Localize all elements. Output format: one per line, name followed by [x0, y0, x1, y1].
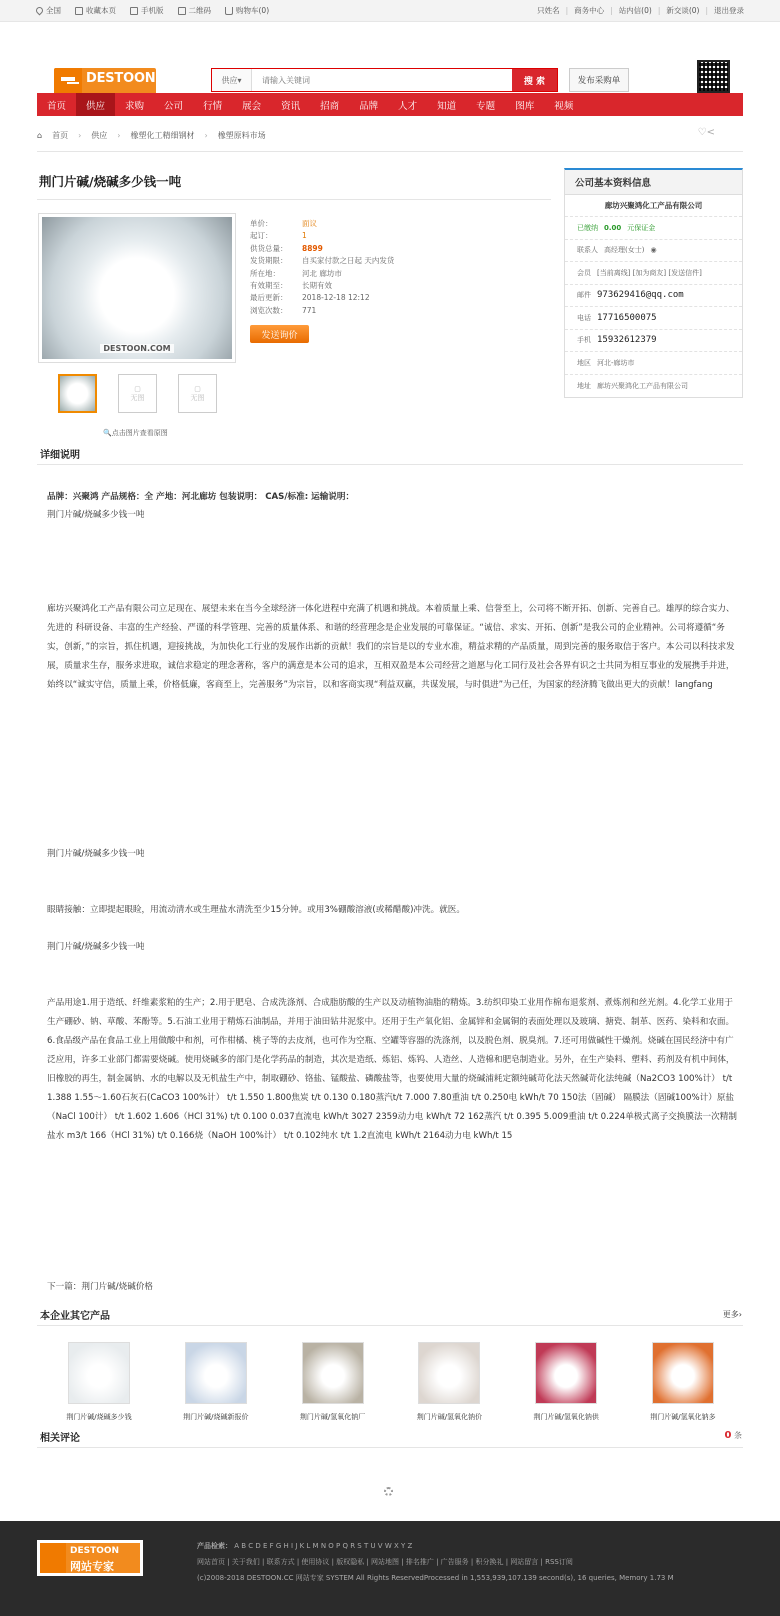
cart-icon: [225, 7, 233, 15]
no-image-icon: ▢: [194, 384, 201, 393]
spec-label: 发货期限：: [250, 256, 288, 266]
nav-item[interactable]: 图库: [515, 100, 535, 112]
header: [0, 22, 780, 94]
spec-value: 河北 廊坊市: [302, 268, 342, 278]
product-name[interactable]: 荆门片碱/氢氧化钠供: [533, 1413, 599, 1421]
member-row: 会员 [当前离线] [加为商友] [发送信件]: [565, 262, 742, 285]
separator: |: [565, 6, 569, 15]
product-name[interactable]: 荆门片碱/氢氧化钠厂: [299, 1413, 366, 1421]
divider: [37, 464, 743, 465]
breadcrumb-item[interactable]: 橡塑化工精细钢材: [130, 130, 195, 140]
phone-value: 17716500075: [597, 312, 657, 323]
search-button[interactable]: 搜 索: [512, 69, 557, 91]
company-name[interactable]: 廊坊兴聚鸿化工产品有限公司: [565, 195, 742, 217]
top-bar-right: [537, 5, 744, 16]
comment-count: 0 条: [724, 1430, 742, 1441]
breadcrumb-item[interactable]: 首页: [52, 130, 69, 140]
zoom-tip[interactable]: 🔍点击图片查看原图: [103, 429, 168, 437]
topbar-link[interactable]: 全国: [36, 5, 61, 16]
topbar-user-link[interactable]: 退出登录: [714, 6, 744, 15]
product-thumbnail[interactable]: [68, 1342, 130, 1404]
spec-value: 长期有效: [302, 281, 332, 291]
image-watermark: DESTOON.COM: [100, 344, 173, 353]
detail-paragraph: 荆门片碱/烧碱多少钱一吨: [47, 849, 145, 859]
chevron-right-icon: ›: [117, 130, 121, 140]
spec-row: [250, 218, 394, 230]
logo-icon: [40, 1543, 66, 1573]
spec-label: 供货总量：: [250, 243, 288, 253]
product-main-image[interactable]: [38, 213, 236, 363]
search-category-select[interactable]: 供应 ▾: [212, 69, 252, 91]
email-value[interactable]: 973629416@qq.com: [597, 290, 684, 301]
thumbnail-2[interactable]: ▢ 无图: [118, 374, 157, 413]
divider: [37, 1325, 743, 1326]
spec-label: 最后更新：: [250, 293, 288, 303]
contact-row: 联系人 高经理(女士) ◉: [565, 240, 742, 263]
separator: |: [657, 6, 661, 15]
nav-item[interactable]: 行情: [203, 100, 223, 112]
detail-paragraph: 荆门片碱/烧碱多少钱一吨: [47, 942, 145, 952]
main-nav: [37, 93, 743, 116]
logo-text: DESTOON: [86, 71, 156, 86]
nav-item[interactable]: 首页: [47, 100, 67, 112]
company-info-heading: 公司基本资料信息: [565, 170, 742, 195]
product-thumbnail[interactable]: [418, 1342, 480, 1404]
detail-paragraph: 产品用途1.用于造纸、纤维素浆粕的生产；2.用于肥皂、合成洗涤剂、合成脂肪酸的生产以及动植物油脂的精炼。3.纺织印染工业用作棉布退浆剂、煮炼剂和丝光剂。4.化学工业用于生产硼砂、钠、草酸、苯酚等。5.石油工业用于精炼石油制品，并用于油田钻井泥浆中。还用于生产氧化铝、金属锌和金属铜的表面处理以及玻璃、搪瓷、制革、医药、染料和农面。6.食品级产品在食品工业上用做酸中和剂，可作柑橘、桃子等的去皮剂，也可作为空瓶、空罐等容器的洗涤剂，以及脱色剂、脱臭剂。7.还可用做碱性干燥剂。烧碱在国民经济中有广泛应用，许多工业部门都需要烧碱。使用烧碱多的部门是化学药品的制造，其次是造纸、炼铝、炼钨、人造丝、人造棉和肥皂制造业。另外，在生产染料、塑料、药剂及有机中间体，旧橡胶的再生，制金属钠、水的电解以及无机盐生产中，制取硼砂、铬盐、锰酸盐、磷酸盐等，也要使用大量的烧碱浦耗定额纯碱苛化法天然碱苛化法纯碱（Na2CO3 100%计） t/t 1.388 1.55～1.60石灰石(CaCO3 100%计） t/t 1.550 1.800焦炭 t/t 0.130 0.180蒸汽t/t 7.000 7.80重油 t/t 0.250电 kWh/t 70 150法（固碱） 隔膜法（固碱100%计）原盐（NaCl 100计） t/t 1.602 1.606（HCl 31%) t/t 0.100 0.037直流电 kWh/t 3027 2359动力电 kWh/t 72 162蒸汽 t/t 0.395 5.009重油 t/t 0.224单极式离子交换膜法一次精制盐水 m3/t 166（HCl 31%) t/t 0.166烧（NaOH 100%计） t/t 0.102纯水 t/t 1.2直流电 kWh/t 2164动力电 kWh/t 15: [47, 998, 737, 1141]
product-card[interactable]: [52, 1342, 146, 1422]
site-logo[interactable]: [54, 68, 156, 96]
deposit-row: 已缴纳 0.00 元保证金: [565, 217, 742, 240]
nav-item[interactable]: 公司: [164, 100, 184, 112]
product-name[interactable]: 荆门片碱/氢氧化钠价: [416, 1413, 483, 1421]
product-card[interactable]: [402, 1342, 496, 1422]
product-name[interactable]: 荆门片碱/烧碱多少钱: [66, 1413, 132, 1421]
logo-icon: [54, 68, 82, 96]
spec-label: 所在地：: [250, 268, 280, 278]
no-image-icon: ▢: [134, 384, 141, 393]
footer-logo[interactable]: DESTOON 网站专家: [37, 1540, 143, 1576]
company-info-box: [564, 168, 743, 398]
product-thumbnail[interactable]: [652, 1342, 714, 1404]
spec-row: [250, 255, 394, 267]
spec-row: [250, 305, 394, 317]
detail-paragraph: 廊坊兴聚鸿化工产品有限公司立足现在、展望未来在当今全球经济一体化进程中充满了机遇和挑战。本着质量上乘、信誉至上，公司将不断开拓、创新、完善自己。雄厚的综合实力、先进的 科研设备、丰富的生产经验、严谨的科学管理、完善的质量体系、和谐的经营理念是企业发展的可靠保证。“诚信、求实、开拓、创新”是我公司的企业精神。公司将遵循“务实，创新，”的宗旨，抓住机遇，迎接挑战，为加快化工行业的发展作出新的贡献！我们的宗旨是以的专业水准，精益求精的产品质量，周到完善的服务取信于客户。本公司以科技求发展，质量求生存，服务求进取，诚信求稳定的理念著称，客户的满意是本公司的追求，互相双盈是本公司经营之道愿与化工同行及社会各界有识之士共同为相互事业的发展携手并进，始终以“诚实守信，质量上乘，价格低廉，客商至上，完善服务”为宗旨，以和客商实现“利益双赢，共谋发展，与时俱进”为己任，为国家的经济腾飞做出更大的贡献！langfang: [47, 604, 735, 690]
title-divider: [37, 199, 551, 200]
more-link[interactable]: 更多›: [722, 1310, 742, 1319]
footer-links[interactable]: 网站首页 | 关于我们 | 联系方式 | 使用协议 | 版权隐私 | 网站地图 | 排名推广 | 广告服务 | 积分换礼 | 网站留言 | RSS订阅: [197, 1558, 573, 1566]
divider: [37, 1447, 743, 1448]
topbar-link[interactable]: 购物车(0): [225, 5, 269, 16]
divider: [37, 151, 743, 152]
breadcrumb: [37, 127, 743, 143]
nav-item[interactable]: 求购: [125, 100, 145, 112]
home-icon: ⌂: [37, 130, 43, 140]
member-actions[interactable]: [当前离线] [加为商友] [发送信件]: [597, 268, 702, 277]
post-purchase-button[interactable]: 发布采购单: [569, 68, 629, 92]
detail-attributes: 品牌：兴聚鸿 产品规格：全 产地：河北廊坊 包装说明： CAS/标准: 运输说明：: [47, 492, 355, 502]
product-thumbnail[interactable]: [535, 1342, 597, 1404]
topbar-user-link[interactable]: 新交谈(0): [666, 6, 700, 15]
nav-item[interactable]: 展会: [242, 100, 262, 112]
spec-row: [250, 280, 394, 292]
phone-row: 电话 17716500075: [565, 307, 742, 330]
spec-value: 1: [302, 231, 307, 241]
top-bar-left: [36, 5, 269, 16]
spec-value: 自买家付款之日起 天内发货: [302, 256, 395, 266]
copyright: (c)2008-2018 DESTOON.CC 网站专家 SYSTEM All Rights ReservedProcessed in 1,553,939,107.139 second(s), 16 queries, Memory 1.73 M: [197, 1574, 674, 1582]
region-row: 地区 河北-廊坊市: [565, 352, 742, 375]
spec-value: 2018-12-18 12:12: [302, 293, 370, 303]
mobile-value: 15932612379: [597, 335, 657, 346]
qr-icon: [178, 7, 186, 15]
nav-item[interactable]: 知道: [437, 100, 457, 112]
product-card[interactable]: [169, 1342, 263, 1422]
footer: [0, 1521, 780, 1616]
other-products-heading: 本企业其它产品: [40, 1311, 110, 1322]
topbar-user-link[interactable]: 商务中心: [574, 6, 605, 15]
loading-spinner-icon: [384, 1487, 393, 1496]
separator: |: [705, 6, 708, 15]
spec-label: 有效期至：: [250, 281, 288, 291]
nav-item[interactable]: 人才: [398, 100, 418, 112]
spec-row: [250, 268, 394, 280]
breadcrumb-item[interactable]: 供应: [91, 130, 108, 140]
chat-icon[interactable]: ◉: [650, 246, 657, 255]
phone-icon: [130, 7, 138, 15]
detail-paragraph: 眼睛接触：立即提起眼睑，用流动清水或生理盐水清洗至少15分钟。或用3%硼酸溶液(或稀醋酸)冲洗。就医。: [47, 905, 465, 915]
thumbnail-list: [58, 374, 217, 413]
spec-label: 单价：: [250, 219, 273, 228]
topbar-link[interactable]: 收藏本页: [75, 5, 116, 16]
search-bar: [211, 68, 558, 92]
page-title: 荆门片碱/烧碱多少钱一吨: [39, 174, 182, 189]
magnifier-icon: 🔍: [103, 429, 112, 437]
chevron-right-icon: ›: [204, 130, 208, 140]
product-card[interactable]: [636, 1342, 730, 1422]
spec-row: [250, 230, 394, 242]
thumbnail-3[interactable]: ▢ 无图: [178, 374, 217, 413]
qr-code-image: [697, 60, 730, 93]
spec-value: 771: [302, 305, 317, 315]
nav-item[interactable]: 招商: [320, 100, 340, 112]
nav-item[interactable]: 品牌: [359, 100, 379, 112]
spec-value: 8899: [302, 243, 323, 253]
nav-item[interactable]: 视频: [554, 100, 574, 112]
chevron-right-icon: ›: [78, 130, 82, 140]
email-row: 邮件 973629416@qq.com: [565, 285, 742, 308]
spec-label: 起订：: [250, 231, 273, 241]
top-bar: [0, 0, 780, 22]
comments-heading: 相关评论: [40, 1433, 80, 1444]
product-specs: [250, 218, 394, 317]
product-card[interactable]: [286, 1342, 380, 1422]
favorite-share-icon[interactable]: ♡<: [697, 127, 715, 138]
topbar-user-link[interactable]: 只姓名: [537, 6, 560, 15]
topbar-link[interactable]: 手机版: [130, 5, 164, 16]
spec-row: [250, 292, 394, 304]
topbar-link[interactable]: 二维码: [178, 5, 212, 16]
product-name[interactable]: 荆门片碱/烧碱新报价: [183, 1413, 249, 1421]
nav-item[interactable]: 专题: [476, 100, 496, 112]
next-article-link[interactable]: 下一篇：荆门片碱/烧碱价格: [47, 1282, 154, 1292]
thumbnail-1[interactable]: [58, 374, 97, 413]
topbar-user-link[interactable]: 站内信(0): [618, 6, 652, 15]
search-input[interactable]: [252, 69, 512, 91]
other-products-list: [38, 1342, 744, 1422]
product-thumbnail[interactable]: [185, 1342, 247, 1404]
detail-paragraph: 荆门片碱/烧碱多少钱一吨: [47, 510, 145, 520]
contact-name[interactable]: 高经理(女士): [604, 246, 645, 255]
send-inquiry-button[interactable]: 发送询价: [250, 325, 309, 343]
spec-value: 面议: [302, 219, 317, 228]
star-icon: [75, 7, 83, 15]
spec-row: [250, 243, 394, 255]
address-row: 地址 廊坊兴聚鸿化工产品有限公司: [577, 381, 688, 390]
nav-item[interactable]: 供应: [76, 93, 115, 116]
product-name[interactable]: 荆门片碱/氢氧化钠多: [650, 1413, 716, 1421]
detail-heading: 详细说明: [40, 450, 80, 461]
separator: |: [610, 6, 613, 15]
mobile-row: 手机 15932612379: [565, 330, 742, 353]
spec-label: 浏览次数：: [250, 305, 288, 315]
product-thumbnail[interactable]: [302, 1342, 364, 1404]
product-card[interactable]: [519, 1342, 613, 1422]
breadcrumb-item[interactable]: 橡塑原料市场: [217, 130, 266, 140]
nav-item[interactable]: 资讯: [281, 100, 301, 112]
letter-index[interactable]: 产品检索： A B C D E F G H I J K L M N O P Q R S T U V W X Y Z: [197, 1542, 413, 1550]
location-icon: [35, 6, 45, 16]
